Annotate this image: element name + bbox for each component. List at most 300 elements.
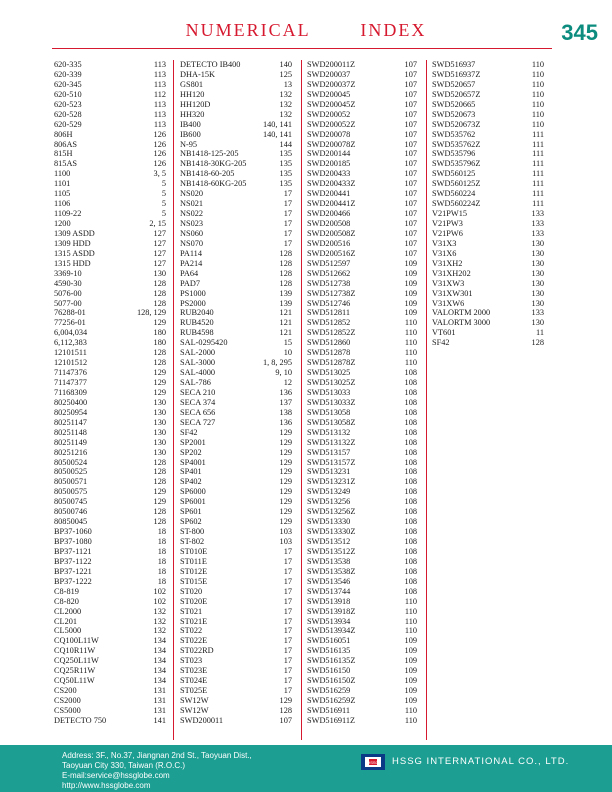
entry-page: 130 (153, 407, 166, 417)
entry-code: SWD200052Z (307, 119, 356, 129)
entry-page: 5 (161, 199, 166, 209)
index-entry (180, 597, 292, 607)
entry-code: NS060 (180, 228, 204, 238)
index-entry (54, 388, 166, 398)
index-entry (54, 547, 166, 557)
entry-page: 18 (157, 546, 166, 556)
entry-code: 806H (54, 129, 73, 139)
address-line: Taoyuan City 330, Taiwan (R.O.C.) (62, 761, 186, 770)
entry-page: 17 (283, 189, 292, 199)
entry-code: SWD200185 (307, 159, 351, 169)
index-entry (307, 487, 417, 497)
index-entry (54, 299, 166, 309)
index-entry (307, 289, 417, 299)
entry-code: 6,004,034 (54, 328, 88, 338)
index-entry (54, 209, 166, 219)
entry-page: 128 (153, 348, 166, 358)
index-entry (307, 70, 417, 80)
index-entry (432, 229, 544, 239)
index-entry (307, 706, 417, 716)
index-entry (54, 169, 166, 179)
entry-code: 80250954 (54, 407, 88, 417)
index-entry (54, 328, 166, 338)
entry-code: BP37-1080 (54, 537, 92, 546)
entry-code: SP601 (180, 507, 202, 517)
index-entry (307, 458, 417, 468)
entry-code: 80500575 (54, 487, 88, 497)
entry-page: 108 (404, 566, 417, 576)
entry-page: 17 (283, 546, 292, 556)
entry-page: 110 (404, 348, 417, 358)
entry-page: 18 (157, 537, 166, 546)
entry-code: ST021 (180, 606, 203, 616)
entry-code: 620-339 (54, 69, 82, 79)
entry-page: 17 (283, 686, 292, 696)
entry-code: BP37-1222 (54, 576, 92, 586)
index-entry (180, 358, 292, 368)
entry-page: 108 (404, 537, 417, 546)
entry-page: 130 (531, 238, 544, 248)
index-entry (54, 438, 166, 448)
header-rule (52, 48, 552, 49)
index-entry (54, 597, 166, 607)
entry-code: SWD535796 (432, 149, 476, 159)
index-entry (180, 368, 292, 378)
entry-page: 128, 129 (136, 308, 166, 318)
index-entry (54, 706, 166, 716)
entry-page: 128 (279, 258, 292, 268)
entry-page: 132 (153, 606, 166, 616)
index-entry (180, 567, 292, 577)
entry-page: 134 (153, 656, 166, 666)
index-entry (307, 189, 417, 199)
entry-page: 108 (404, 487, 417, 497)
index-entry (180, 706, 292, 716)
index-entry (180, 557, 292, 567)
entry-code: NS070 (180, 238, 204, 248)
index-entry (54, 259, 166, 269)
index-entry (180, 70, 292, 80)
entry-page: 136 (279, 417, 292, 427)
entry-code: PS2000 (180, 298, 206, 308)
entry-code: SWD200508 (307, 219, 351, 228)
entry-page: 129 (153, 368, 166, 378)
entry-code: PS1000 (180, 288, 206, 298)
entry-page: 135 (279, 149, 292, 159)
index-entry (432, 299, 544, 309)
entry-page: 129 (279, 497, 292, 507)
entry-code: SWD513744 (307, 586, 351, 596)
address-line: Address: 3F., No.37, Jiangnan 2nd St., Taoyuan Dist., (62, 751, 252, 760)
index-entry (180, 308, 292, 318)
index-entry (432, 100, 544, 110)
entry-page: 130 (531, 298, 544, 308)
index-entry (432, 149, 544, 159)
entry-code: SAL-3000 (180, 358, 216, 368)
entry-code: SP4001 (180, 457, 206, 467)
entry-page: 109 (404, 258, 417, 268)
entry-page: 130 (153, 427, 166, 437)
entry-page: 126 (153, 139, 166, 149)
index-entry (54, 577, 166, 587)
entry-code: VALORTM 2000 (432, 308, 491, 318)
index-entry (432, 338, 544, 348)
entry-code: IB400 (180, 119, 201, 129)
entry-page: 103 (279, 537, 292, 546)
index-entry (54, 686, 166, 696)
entry-code: SWD200466 (307, 209, 351, 219)
entry-page: 128 (153, 288, 166, 298)
entry-code: SWD513330 (307, 517, 351, 527)
entry-page: 128 (153, 507, 166, 517)
index-entry (307, 358, 417, 368)
entry-page: 3, 5 (153, 169, 166, 179)
index-entry (180, 110, 292, 120)
index-entry (54, 448, 166, 458)
entry-code: SF42 (432, 338, 450, 348)
index-entry (180, 179, 292, 189)
index-entry (180, 458, 292, 468)
entry-page: 140, 141 (262, 119, 292, 129)
entry-code: IB600 (180, 129, 201, 139)
index-entry (54, 249, 166, 259)
index-entry (54, 219, 166, 229)
entry-page: 17 (283, 616, 292, 626)
entry-code: NB1418-60-205 (180, 169, 235, 179)
entry-code: ST023 (180, 656, 203, 666)
entry-code: 80500571 (54, 477, 88, 487)
entry-code: SWD513512Z (307, 546, 356, 556)
entry-code: SWD513157 (307, 447, 351, 457)
index-entry (54, 567, 166, 577)
entry-code: CQ25R11W (54, 666, 96, 676)
entry-page: 109 (404, 686, 417, 696)
entry-page: 108 (404, 427, 417, 437)
index-entry (54, 269, 166, 279)
index-entry (180, 60, 292, 70)
index-entry (307, 626, 417, 636)
index-entry (307, 149, 417, 159)
entry-code: 806AS (54, 139, 78, 149)
entry-code: CQ10R11W (54, 646, 96, 656)
index-entry (180, 587, 292, 597)
entry-code: SWD516135Z (307, 656, 356, 666)
entry-page: 111 (532, 199, 544, 209)
entry-page: 130 (153, 437, 166, 447)
entry-code: NS023 (180, 219, 204, 228)
entry-code: 1109-22 (54, 209, 82, 219)
entry-code: SWD513231Z (307, 477, 356, 487)
entry-page: 109 (404, 646, 417, 656)
entry-page: 111 (532, 169, 544, 179)
entry-page: 108 (404, 437, 417, 447)
entry-page: 129 (279, 437, 292, 447)
entry-code: RUB4598 (180, 328, 214, 338)
index-entry (307, 666, 417, 676)
entry-page: 129 (279, 507, 292, 517)
entry-code: ST010E (180, 546, 208, 556)
entry-page: 127 (153, 258, 166, 268)
entry-page: 103 (279, 527, 292, 537)
entry-code: SWD516135 (307, 646, 351, 656)
entry-page: 134 (153, 636, 166, 646)
entry-page: 132 (279, 99, 292, 109)
entry-page: 17 (283, 566, 292, 576)
index-entry (307, 80, 417, 90)
index-entry (307, 209, 417, 219)
entry-code: 71168309 (54, 387, 87, 397)
entry-code: HH320 (180, 109, 205, 119)
entry-code: ST011E (180, 556, 207, 566)
entry-code: 620-510 (54, 89, 82, 99)
entry-code: 12101512 (54, 358, 88, 368)
entry-page: 128 (279, 705, 292, 715)
entry-code: 620-529 (54, 119, 82, 129)
entry-page: 130 (153, 268, 166, 278)
index-entry (54, 149, 166, 159)
entry-page: 111 (532, 179, 544, 189)
index-entry (54, 557, 166, 567)
index-entry (180, 130, 292, 140)
index-entry (432, 189, 544, 199)
entry-page: 110 (404, 626, 417, 636)
entry-page: 109 (404, 288, 417, 298)
index-entry (307, 597, 417, 607)
entry-page: 108 (404, 477, 417, 487)
index-entry (54, 676, 166, 686)
company-name: HSSG INTERNATIONAL CO., LTD. (392, 756, 570, 767)
entry-page: 110 (531, 79, 544, 89)
hssg-logo-icon (358, 751, 388, 773)
entry-code: SWD200011 (180, 715, 224, 725)
entry-code: SWD513918Z (307, 606, 356, 616)
entry-page: 107 (404, 60, 417, 69)
entry-page: 107 (404, 179, 417, 189)
entry-page: 111 (532, 149, 544, 159)
entry-page: 107 (404, 89, 417, 99)
index-entry (54, 527, 166, 537)
entry-code: SWD200037Z (307, 79, 356, 89)
index-entry (180, 279, 292, 289)
index-entry (180, 418, 292, 428)
entry-page: 108 (404, 378, 417, 387)
entry-code: SWD200045 (307, 89, 351, 99)
entry-code: 1309 ASDD (54, 228, 95, 238)
index-entry (54, 487, 166, 497)
entry-code: 1315 HDD (54, 258, 91, 268)
entry-code: SWD513132Z (307, 437, 356, 447)
entry-code: 12101511 (54, 348, 87, 358)
entry-code: NS022 (180, 209, 204, 219)
entry-page: 128 (153, 467, 166, 477)
entry-code: SWD513132 (307, 427, 351, 437)
entry-page: 138 (279, 407, 292, 417)
index-entry (307, 259, 417, 269)
entry-page: 137 (279, 397, 292, 407)
entry-code: SWD513934Z (307, 626, 356, 636)
entry-code: SAL-786 (180, 378, 211, 387)
entry-page: 127 (153, 228, 166, 238)
entry-code: CS5000 (54, 705, 81, 715)
index-entry (180, 527, 292, 537)
entry-code: 6,112,383 (54, 338, 87, 348)
entry-code: 1200 (54, 219, 71, 228)
entry-page: 10 (283, 348, 292, 358)
index-entry (180, 239, 292, 249)
entry-page: 130 (531, 318, 544, 328)
entry-code: SWD513256Z (307, 507, 356, 517)
entry-code: ST025E (180, 686, 208, 696)
entry-code: SWD560125 (432, 169, 476, 179)
entry-page: 107 (404, 228, 417, 238)
entry-page: 131 (153, 696, 166, 705)
entry-code: SWD200516Z (307, 248, 356, 258)
entry-page: 107 (404, 129, 417, 139)
entry-page: 113 (153, 79, 166, 89)
index-entry (432, 159, 544, 169)
entry-code: SWD513058Z (307, 417, 356, 427)
index-entry (180, 80, 292, 90)
entry-code: SWD516259Z (307, 696, 356, 705)
entry-code: SP6000 (180, 487, 206, 497)
entry-page: 107 (404, 159, 417, 169)
index-entry (54, 100, 166, 110)
entry-code: SWD513512 (307, 537, 351, 546)
index-entry (307, 467, 417, 477)
index-entry (180, 199, 292, 209)
index-entry (307, 130, 417, 140)
entry-code: HH120 (180, 89, 205, 99)
entry-page: 13 (283, 79, 292, 89)
entry-code: 620-345 (54, 79, 82, 89)
entry-code: SWD512852 (307, 318, 351, 328)
entry-page: 17 (283, 586, 292, 596)
entry-code: SP602 (180, 517, 202, 527)
index-entry (180, 617, 292, 627)
index-entry (54, 348, 166, 358)
entry-code: BP37-1060 (54, 527, 92, 537)
entry-code: C8-820 (54, 596, 79, 606)
entry-code: SP202 (180, 447, 202, 457)
index-entry (432, 209, 544, 219)
entry-page: 108 (404, 546, 417, 556)
entry-page: 109 (404, 656, 417, 666)
entry-code: 80251216 (54, 447, 88, 457)
index-entry (54, 617, 166, 627)
entry-page: 107 (404, 99, 417, 109)
index-entry (432, 80, 544, 90)
entry-page: 108 (404, 507, 417, 517)
entry-page: 180 (153, 338, 166, 348)
index-entry (432, 120, 544, 130)
entry-code: V31X6 (432, 248, 457, 258)
entry-page: 109 (404, 696, 417, 705)
index-entry (307, 537, 417, 547)
entry-code: SWD513025Z (307, 378, 356, 387)
entry-page: 128 (153, 278, 166, 288)
entry-code: V31XH2 (432, 258, 463, 268)
entry-page: 108 (404, 457, 417, 467)
entry-code: 1309 HDD (54, 238, 91, 248)
entry-page: 129 (279, 517, 292, 527)
entry-page: 17 (283, 606, 292, 616)
entry-code: SWD516051 (307, 636, 351, 646)
index-entry (180, 547, 292, 557)
entry-code: DETECTO IB400 (180, 60, 241, 69)
entry-page: 110 (404, 338, 417, 348)
entry-page: 17 (283, 646, 292, 656)
entry-page: 127 (153, 238, 166, 248)
entry-page: 144 (279, 139, 292, 149)
index-entry (180, 507, 292, 517)
index-entry (54, 338, 166, 348)
index-entry (180, 676, 292, 686)
entry-code: SWD516911 (307, 705, 351, 715)
index-entry (307, 348, 417, 358)
entry-page: 128 (279, 268, 292, 278)
entry-page: 107 (404, 248, 417, 258)
index-entry (307, 507, 417, 517)
entry-page: 112 (153, 89, 166, 99)
entry-code: SWD520673 (432, 109, 476, 119)
index-entry (180, 666, 292, 676)
entry-page: 17 (283, 666, 292, 676)
index-entry (180, 408, 292, 418)
entry-code: SWD512662 (307, 268, 351, 278)
index-entry (54, 159, 166, 169)
index-entry (432, 219, 544, 229)
entry-page: 133 (531, 228, 544, 238)
index-entry (307, 269, 417, 279)
entry-code: SWD512738Z (307, 288, 356, 298)
entry-code: N-95 (180, 139, 198, 149)
entry-page: 140, 141 (262, 129, 292, 139)
entry-page: 17 (283, 656, 292, 666)
entry-code: SWD200037 (307, 69, 351, 79)
entry-page: 17 (283, 596, 292, 606)
entry-code: SWD513231 (307, 467, 351, 477)
index-entry (432, 249, 544, 259)
entry-page: 121 (279, 318, 292, 328)
entry-code: 4590-30 (54, 278, 82, 288)
entry-page: 107 (404, 169, 417, 179)
entry-page: 130 (153, 397, 166, 407)
entry-code: SWD516937Z (432, 69, 481, 79)
entry-code: 620-523 (54, 99, 82, 109)
index-entry (307, 60, 417, 70)
entry-page: 126 (153, 159, 166, 169)
entry-page: 5 (161, 179, 166, 189)
entry-code: SWD512878 (307, 348, 351, 358)
column-divider (426, 60, 427, 740)
entry-code: 80500525 (54, 467, 88, 477)
entry-page: 110 (404, 616, 417, 626)
index-entry (54, 467, 166, 477)
entry-code: 5076-00 (54, 288, 82, 298)
entry-page: 132 (279, 109, 292, 119)
entry-code: SW12W (180, 696, 209, 705)
entry-page: 17 (283, 219, 292, 228)
entry-page: 110 (404, 705, 417, 715)
column-divider (173, 60, 174, 740)
entry-page: 135 (279, 159, 292, 169)
index-entry (54, 716, 166, 726)
index-entry (307, 328, 417, 338)
entry-page: 107 (404, 109, 417, 119)
entry-page: 108 (404, 517, 417, 527)
entry-page: 2, 15 (149, 219, 166, 228)
entry-page: 107 (279, 715, 292, 725)
